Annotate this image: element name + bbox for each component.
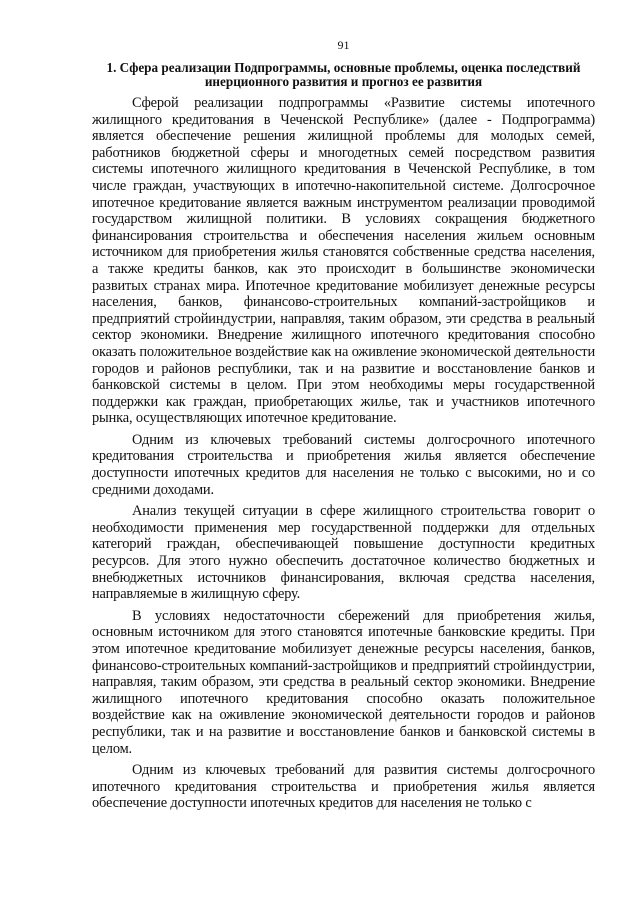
paragraph-scope: Сферой реализации подпрограммы «Развитие системы ипотечного жилищного кредитования в Чеченской Республике» (далее - Подпрограмма) является обеспечение решения жилищной проблемы для молодых семей, работников бюджетной сферы и многодетных семей посредством развития системы ипотечного жилищного кредитования в Чеченской Республике, в том числе граждан, участвующих в ипотечно-накопительной системе. Долгосрочное ипотечное кредитование является важным инструментом реализации проводимой государством жилищной политики. В условиях сокращения бюджетного финансирования строительства и обеспечения населения жильем основным источником для приобретения жилья становятся собственные средства населения, а также кредиты банков, как это происходит в большинстве экономически развитых странах мира. Ипотечное кредитование мобилизует денежные ресурсы населения, банков, финансово-строительных компаний-застройщиков и предприятий стройиндустрии, направляя, таким образом, эти средства в реальный сектор экономики. Внедрение жилищного ипотечного кредитования способно оказать положительное воздействие как на оживление экономической деятельности городов и районов республики, так и на развитие и восстановление банков и банковской системы в целом. При этом необходимы меры государственной поддержки как граждан, приобретающих жилье, так и участников ипотечного рынка, осуществляющих ипотечное кредитование.	[92, 95, 595, 427]
section-heading: 1. Сфера реализации Подпрограммы, основные проблемы, оценка последствий инерционного развития и прогноз ее развития	[106, 60, 581, 89]
paragraph-key-requirements-continued: Одним из ключевых требований для развития системы долгосрочного ипотечного кредитования строительства и приобретения жилья является обеспечение доступности ипотечных кредитов для населения не только с	[92, 762, 595, 812]
paragraph-key-requirements: Одним из ключевых требований системы долгосрочного ипотечного кредитования строительства и приобретения жилья является обеспечение доступности ипотечных кредитов для населения не только с высокими, но и со средними доходами.	[92, 431, 595, 498]
page-number: 91	[337, 38, 350, 52]
paragraph-savings-conditions: В условиях недостаточности сбережений для приобретения жилья, основным источником для этого становятся ипотечные банковские кредиты. При этом ипотечное кредитование мобилизует денежные ресурсы населения, банков, финансово-строительных компаний-застройщиков и предприятий стройиндустрии, направляя, таким образом, эти средства в реальный сектор экономики. Внедрение жилищного ипотечного кредитования способно оказать положительное воздействие как на оживление экономической деятельности городов и районов республики, так и на развитие и восстановление банков и банковской системы в целом.	[92, 607, 595, 757]
paragraph-analysis: Анализ текущей ситуации в сфере жилищного строительства говорит о необходимости применения мер государственной поддержки для отдельных категорий граждан, обеспечивающей повышение доступности кредитных ресурсов. Для этого нужно обеспечить достаточное количество бюджетных и внебюджетных источников финансирования, включая средства населения, направляемые в жилищную сферу.	[92, 503, 595, 603]
